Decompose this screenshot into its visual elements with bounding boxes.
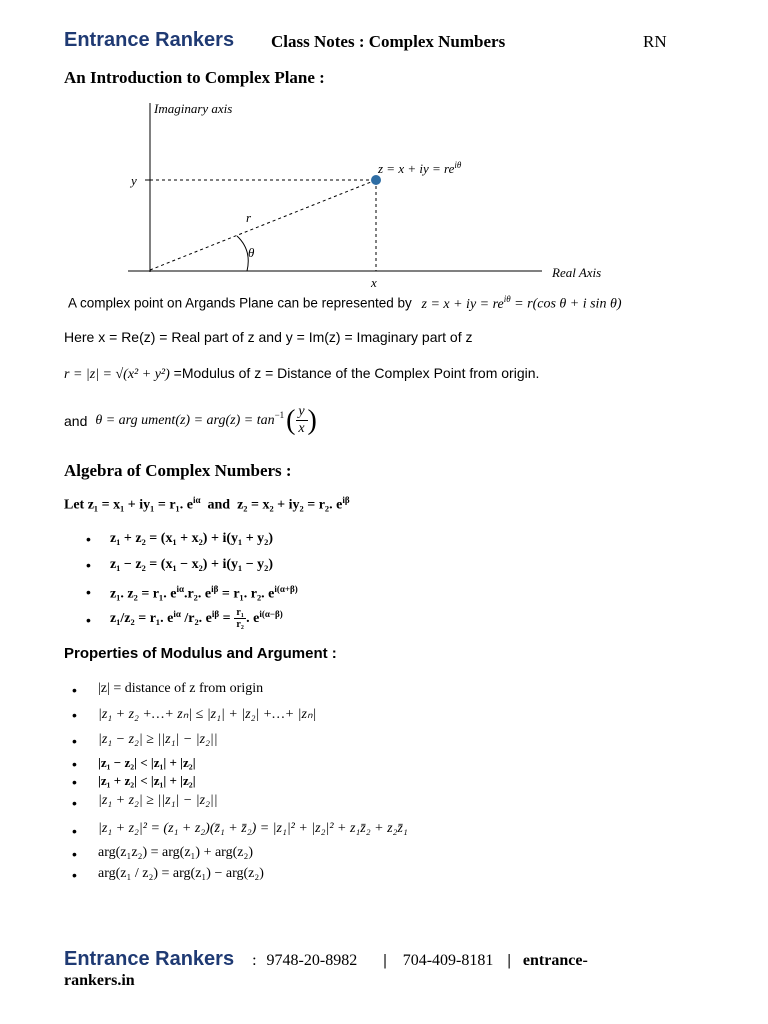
footer-phone-1[interactable]: 9748-20-8982	[266, 952, 358, 969]
representation-tail: = r(cos θ + i sin θ)	[510, 296, 622, 312]
argument-frac-num: y	[298, 404, 305, 419]
property-bullet-1: •	[72, 682, 77, 698]
y-axis-value-label: y	[131, 173, 137, 188]
representation-line	[68, 294, 621, 313]
argument-paren-open: (	[286, 404, 296, 436]
property-bullet-5: •	[72, 774, 77, 790]
modulus-text: =Modulus of z = Distance of the Complex Point from origin.	[169, 365, 540, 381]
let-sup2: iβ	[342, 495, 350, 505]
let-sup1: iα	[192, 495, 201, 505]
let-and: and	[200, 497, 238, 513]
section-heading-properties: Properties of Modulus and Argument :	[64, 645, 337, 662]
property-item-9: arg(z₁ / z₂) = arg(z₁) − arg(z₂)	[98, 866, 264, 881]
let-z2: z₂ = x₂ + iy₂ = r₂. e	[237, 497, 343, 513]
property-item-6: |z₁ + z₂| ≥ ||z₁| − |z₂||	[98, 793, 218, 808]
property-bullet-6: •	[72, 795, 77, 811]
section-heading-algebra: Algebra of Complex Numbers :	[64, 461, 292, 480]
point-label-text: z = x + iy = re	[378, 161, 455, 176]
section-heading-complex-plane: An Introduction to Complex Plane :	[64, 68, 325, 87]
modulus-math: r = |z| = √(x² + y²)	[64, 367, 170, 382]
property-bullet-3: •	[72, 733, 77, 749]
complex-point	[371, 175, 381, 185]
algebra-bullet-4: •	[86, 612, 91, 628]
radius-label: r	[246, 210, 252, 225]
footer-bar-2: |	[507, 952, 511, 969]
product-a: z₁. z₂ = r₁. e	[110, 586, 177, 602]
radius-line	[150, 180, 376, 270]
quotient-fraction	[234, 607, 246, 630]
here-line: Here x = Re(z) = Real part of z and y = Im(z) = Imaginary part of z	[64, 329, 473, 345]
argument-frac-den: x	[298, 421, 305, 436]
algebra-item-product	[110, 584, 298, 603]
footer-phone-2[interactable]: 704-409-8181	[402, 952, 494, 969]
property-bullet-4: •	[72, 756, 77, 772]
representation-math: z = x + iy = re	[421, 296, 504, 312]
property-bullet-2: •	[72, 707, 77, 723]
argument-line	[64, 404, 317, 437]
argument-and: and	[64, 412, 88, 429]
let-z1: Let z₁ = x₁ + iy₁ = r₁. e	[64, 497, 193, 513]
footer-brand: Entrance Rankers	[64, 948, 235, 970]
footer-sep: :	[252, 952, 257, 969]
property-item-7: |z₁ + z₂|² = (z₁ + z₂)(z̄₁ + z̄₂) = |z₁|² + |z₂|² + z₁z̄₂ + z₂z̄₁	[98, 821, 408, 836]
argument-math: θ = arg ument(z) = arg(z) = tan	[95, 412, 275, 428]
product-sup3: i(α+β)	[274, 584, 298, 594]
property-bullet-7: •	[72, 823, 77, 839]
argument-sup: −1	[274, 409, 285, 420]
real-axis-label: Real Axis	[552, 265, 602, 280]
footer-site-part-2[interactable]: rankers.in	[64, 972, 135, 989]
point-label	[377, 160, 462, 176]
let-line	[64, 495, 350, 514]
quotient-c: =	[219, 610, 235, 626]
header-brand: Entrance Rankers	[64, 29, 235, 51]
footer-site-part-1[interactable]: entrance-	[522, 952, 588, 969]
property-item-5: |z₁ + z₂| < |z₁| + |z₂|	[98, 773, 196, 788]
property-item-2: |z₁ + z₂ +…+ zₙ| ≤ |z₁| + |z₂| +…+ |zₙ|	[98, 707, 317, 722]
imaginary-axis-label: Imaginary axis	[154, 101, 233, 116]
product-sup2: iβ	[211, 584, 219, 594]
quotient-frac-num: r₁	[236, 607, 244, 618]
quotient-sup2: iβ	[211, 608, 220, 619]
x-axis-value-label: x	[371, 275, 377, 290]
theta-label: θ	[248, 245, 255, 260]
footer-line	[64, 948, 588, 971]
quotient-d: . e	[246, 610, 260, 626]
argument-paren-close: )	[307, 404, 317, 436]
property-bullet-8: •	[72, 846, 77, 862]
argand-diagram	[0, 0, 768, 300]
representation-sup: iθ	[503, 294, 511, 304]
product-sup1: iα	[176, 584, 184, 594]
property-bullet-9: •	[72, 867, 77, 883]
quotient-sup3: i(α−β)	[259, 608, 283, 619]
footer-bar-1: |	[383, 952, 387, 969]
algebra-bullet-3: •	[86, 584, 91, 600]
header-title: Class Notes : Complex Numbers	[271, 32, 506, 51]
theta-arc	[237, 236, 248, 271]
product-b: .r₂. e	[183, 586, 212, 602]
algebra-bullet-2: •	[86, 557, 91, 573]
quotient-frac-den: r₂	[236, 619, 244, 630]
argument-fraction	[296, 404, 308, 437]
property-item-3: |z₁ − z₂| ≥ ||z₁| − |z₂||	[98, 732, 218, 747]
modulus-line	[64, 365, 539, 383]
algebra-item-difference: z₁ − z₂ = (x₁ − x₂) + i(y₁ − y₂)	[110, 557, 274, 572]
product-c: = r₁. r₂. e	[218, 586, 275, 602]
quotient-a: z₁/z₂ = r₁. e	[110, 610, 174, 626]
property-item-1: |z| = distance of z from origin	[98, 681, 264, 696]
algebra-item-quotient	[110, 607, 283, 630]
algebra-item-sum: z₁ + z₂ = (x₁ + x₂) + i(y₁ + y₂)	[110, 531, 274, 546]
representation-text: A complex point on Argands Plane can be represented by	[68, 295, 412, 311]
algebra-bullet-1: •	[86, 531, 91, 547]
quotient-sup1: iα	[173, 608, 181, 619]
header-initials: RN	[643, 32, 667, 51]
point-label-sup: iθ	[454, 160, 462, 170]
quotient-b: /r₂. e	[180, 610, 212, 626]
property-item-4: |z₁ − z₂| < |z₁| + |z₂|	[98, 755, 196, 770]
property-item-8: arg(z₁z₂) = arg(z₁) + arg(z₂)	[98, 845, 254, 860]
